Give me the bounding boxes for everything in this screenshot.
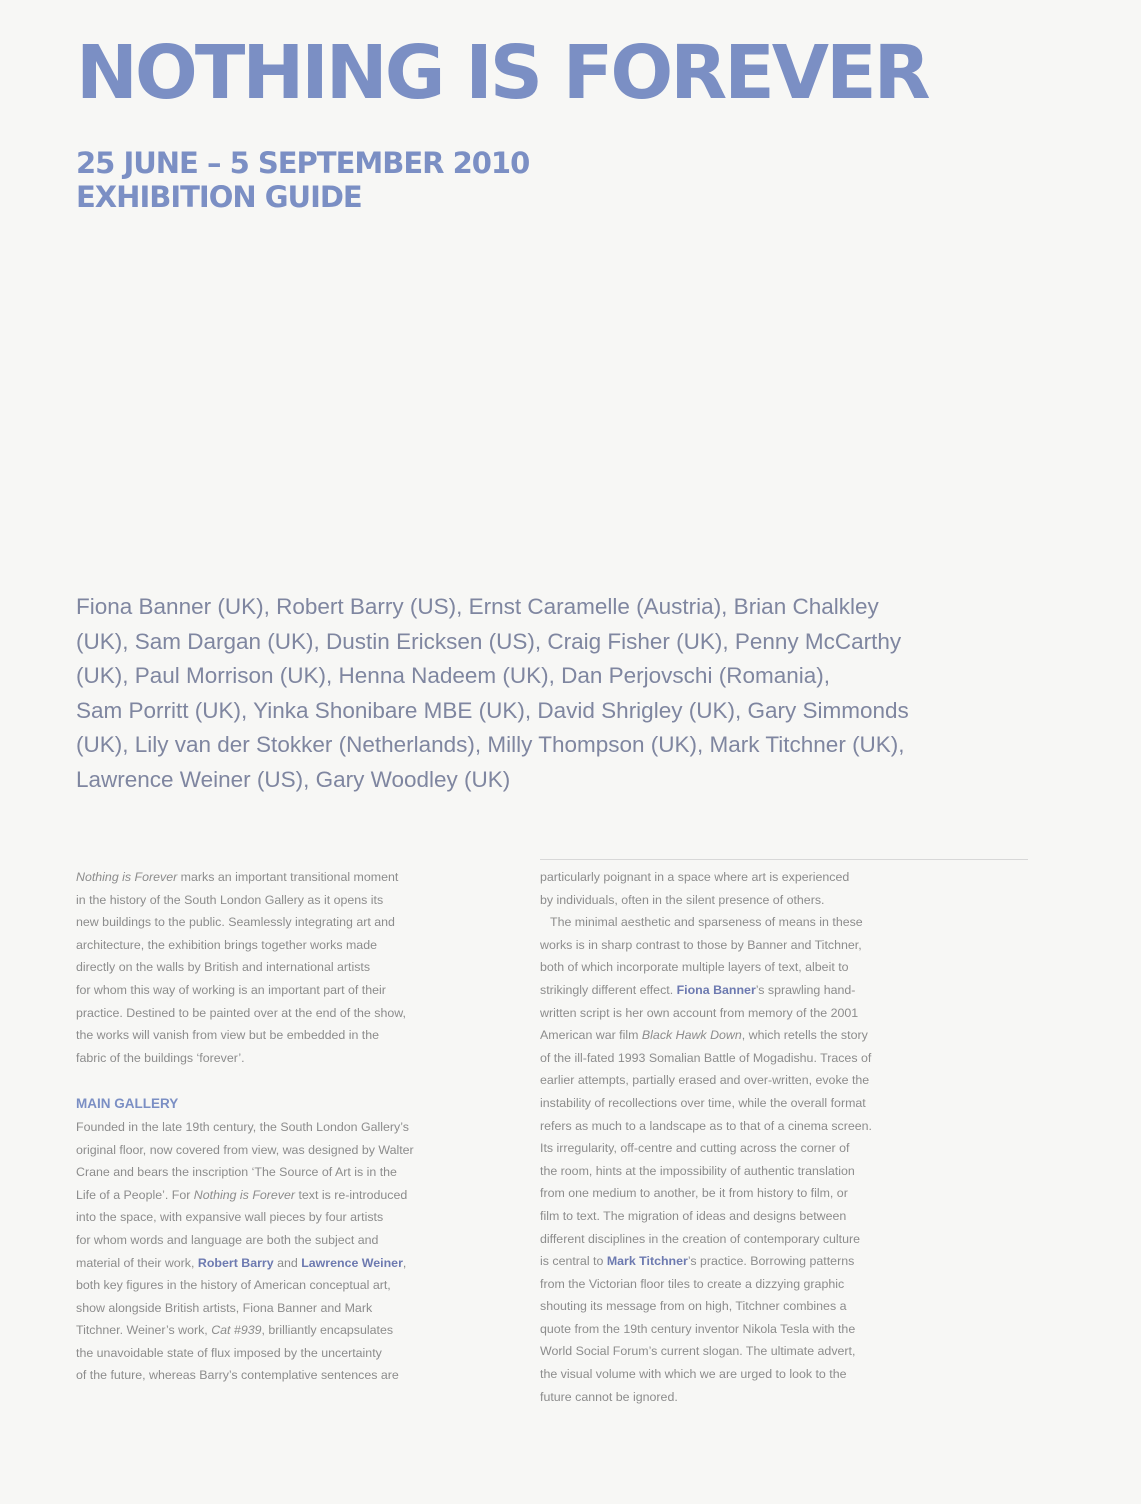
text-span: Titchner. Weiner’s work, xyxy=(76,1323,212,1338)
text-line: Founded in the late 19th century, the South London Gallery’s xyxy=(76,1119,409,1134)
text-span-italic: Nothing is Forever xyxy=(193,1187,296,1202)
main-gallery-heading: MAIN GALLERY xyxy=(76,1096,179,1112)
artist-list-line: Sam Porritt (UK), Yinka Shonibare MBE (UK), David Shrigley (UK), Gary Simmonds xyxy=(76,697,909,723)
text-line xyxy=(540,1250,1010,1273)
text-span-italic: Cat #939 xyxy=(211,1323,262,1338)
artist-list-line: Lawrence Weiner (US), Gary Woodley (UK) xyxy=(76,766,511,792)
text-line: works is in sharp contrast to those by Banner and Titchner, xyxy=(540,937,862,952)
artist-name-bold: Lawrence Weiner xyxy=(301,1255,403,1270)
text-line: quote from the 19th century inventor Nikola Tesla with the xyxy=(540,1321,856,1336)
text-line: by individuals, often in the silent presence of others. xyxy=(540,892,825,907)
text-line: both key figures in the history of American conceptual art, xyxy=(76,1278,391,1293)
text-span: ’s practice. Borrowing patterns xyxy=(687,1254,855,1269)
text-line: future cannot be ignored. xyxy=(540,1389,678,1404)
text-span: material of their work, xyxy=(76,1255,198,1270)
text-line: from the Victorian floor tiles to create a dizzying graphic xyxy=(540,1276,845,1291)
artist-list-line: (UK), Sam Dargan (UK), Dustin Ericksen (US), Craig Fisher (UK), Penny McCarthy xyxy=(76,628,902,654)
artist-list xyxy=(76,590,1066,797)
main-gallery-paragraph xyxy=(76,1116,546,1387)
text-span: ’s sprawling hand- xyxy=(755,982,856,997)
column-divider xyxy=(540,859,1028,860)
text-line: the room, hints at the impossibility of authentic translation xyxy=(540,1163,855,1178)
text-line: the unavoidable state of flux imposed by the uncertainty xyxy=(76,1345,382,1360)
text-line: original floor, now covered from view, was designed by Walter xyxy=(76,1142,414,1157)
text-line: directly on the walls by British and international artists xyxy=(76,960,371,975)
subtitle-block xyxy=(76,146,529,214)
text-line: Its irregularity, off-centre and cutting across the corner of xyxy=(540,1141,850,1156)
text-line: architecture, the exhibition brings together works made xyxy=(76,937,377,952)
continuation-paragraph xyxy=(540,866,1010,911)
exhibition-dates: 25 JUNE – 5 SEPTEMBER 2010 xyxy=(76,146,530,180)
text-line: new buildings to the public. Seamlessly integrating art and xyxy=(76,915,395,930)
text-line: instability of recollections over time, while the overall format xyxy=(540,1095,866,1110)
text-line xyxy=(76,1252,546,1275)
text-span: , brilliantly encapsulates xyxy=(261,1323,394,1338)
text-line: written script is her own account from memory of the 2001 xyxy=(540,1005,859,1020)
text-line xyxy=(540,1024,1010,1047)
artist-list-line: (UK), Paul Morrison (UK), Henna Nadeem (UK), Dan Perjovschi (Romania), xyxy=(76,663,830,688)
exhibition-title-italic: Nothing is Forever xyxy=(76,870,178,884)
text-line: fabric of the buildings ‘forever’. xyxy=(76,1050,245,1065)
text-line xyxy=(76,1184,546,1207)
text-line: Crane and bears the inscription ‘The Source of Art is in the xyxy=(76,1165,397,1180)
left-column xyxy=(76,866,546,1387)
text-line: for whom this way of working is an important part of their xyxy=(76,982,386,997)
text-line: earlier attempts, partially erased and over-written, evoke the xyxy=(540,1073,870,1088)
banner-titchner-paragraph xyxy=(540,911,1010,1408)
text-line xyxy=(76,866,546,889)
text-line: shouting its message from on high, Titchner combines a xyxy=(540,1299,847,1314)
text-line xyxy=(540,911,1010,934)
text-span: The minimal aesthetic and sparseness of means in these xyxy=(550,915,863,930)
intro-paragraph xyxy=(76,866,546,1069)
text-line: in the history of the South London Gallery as it opens its xyxy=(76,892,384,907)
text-span: marks an important transitional moment xyxy=(177,870,399,884)
text-line: both of which incorporate multiple layers of text, albeit to xyxy=(540,960,849,975)
text-span: Life of a People’. For xyxy=(76,1187,194,1202)
text-span: and xyxy=(273,1255,302,1270)
text-line: practice. Destined to be painted over at the end of the show, xyxy=(76,1005,406,1020)
artist-name-bold: Robert Barry xyxy=(197,1255,274,1270)
text-span: , xyxy=(402,1255,407,1270)
text-line: the works will vanish from view but be embedded in the xyxy=(76,1028,380,1043)
text-line xyxy=(540,979,1010,1002)
text-span: is central to xyxy=(540,1254,607,1269)
text-span: text is re-introduced xyxy=(295,1187,408,1202)
text-span: , which retells the story xyxy=(741,1028,868,1043)
text-line: refers as much to a landscape as to that of a cinema screen. xyxy=(540,1118,872,1133)
text-line: from one medium to another, be it from history to film, or xyxy=(540,1186,848,1201)
text-line: show alongside British artists, Fiona Banner and Mark xyxy=(76,1300,373,1315)
artist-list-line: Fiona Banner (UK), Robert Barry (US), Ernst Caramelle (Austria), Brian Chalkley xyxy=(76,594,879,619)
text-line: of the ill-fated 1993 Somalian Battle of Mogadishu. Traces of xyxy=(540,1050,872,1065)
text-span-italic: Black Hawk Down xyxy=(641,1028,742,1043)
text-line: into the space, with expansive wall pieces by four artists xyxy=(76,1210,384,1225)
text-line: different disciplines in the creation of contemporary culture xyxy=(540,1231,861,1246)
guide-label: EXHIBITION GUIDE xyxy=(76,180,362,214)
text-line: particularly poignant in a space where art is experienced xyxy=(540,870,850,884)
text-line: film to text. The migration of ideas and designs between xyxy=(540,1208,847,1223)
text-line xyxy=(76,1319,546,1342)
text-line: for whom words and language are both the subject and xyxy=(76,1232,379,1247)
text-span: strikingly different effect. xyxy=(540,982,677,997)
artist-name-bold: Fiona Banner xyxy=(676,982,756,997)
text-span: American war film xyxy=(540,1028,642,1043)
text-line: of the future, whereas Barry’s contemplative sentences are xyxy=(76,1368,399,1383)
right-column xyxy=(540,866,1010,1408)
artist-name-bold: Mark Titchner xyxy=(606,1254,688,1269)
page-title: NOTHING IS FOREVER xyxy=(76,30,928,116)
text-line: World Social Forum’s current slogan. The ultimate advert, xyxy=(540,1344,856,1359)
artist-list-line: (UK), Lily van der Stokker (Netherlands), Milly Thompson (UK), Mark Titchner (UK), xyxy=(76,732,905,757)
text-line: the visual volume with which we are urged to look to the xyxy=(540,1367,847,1382)
